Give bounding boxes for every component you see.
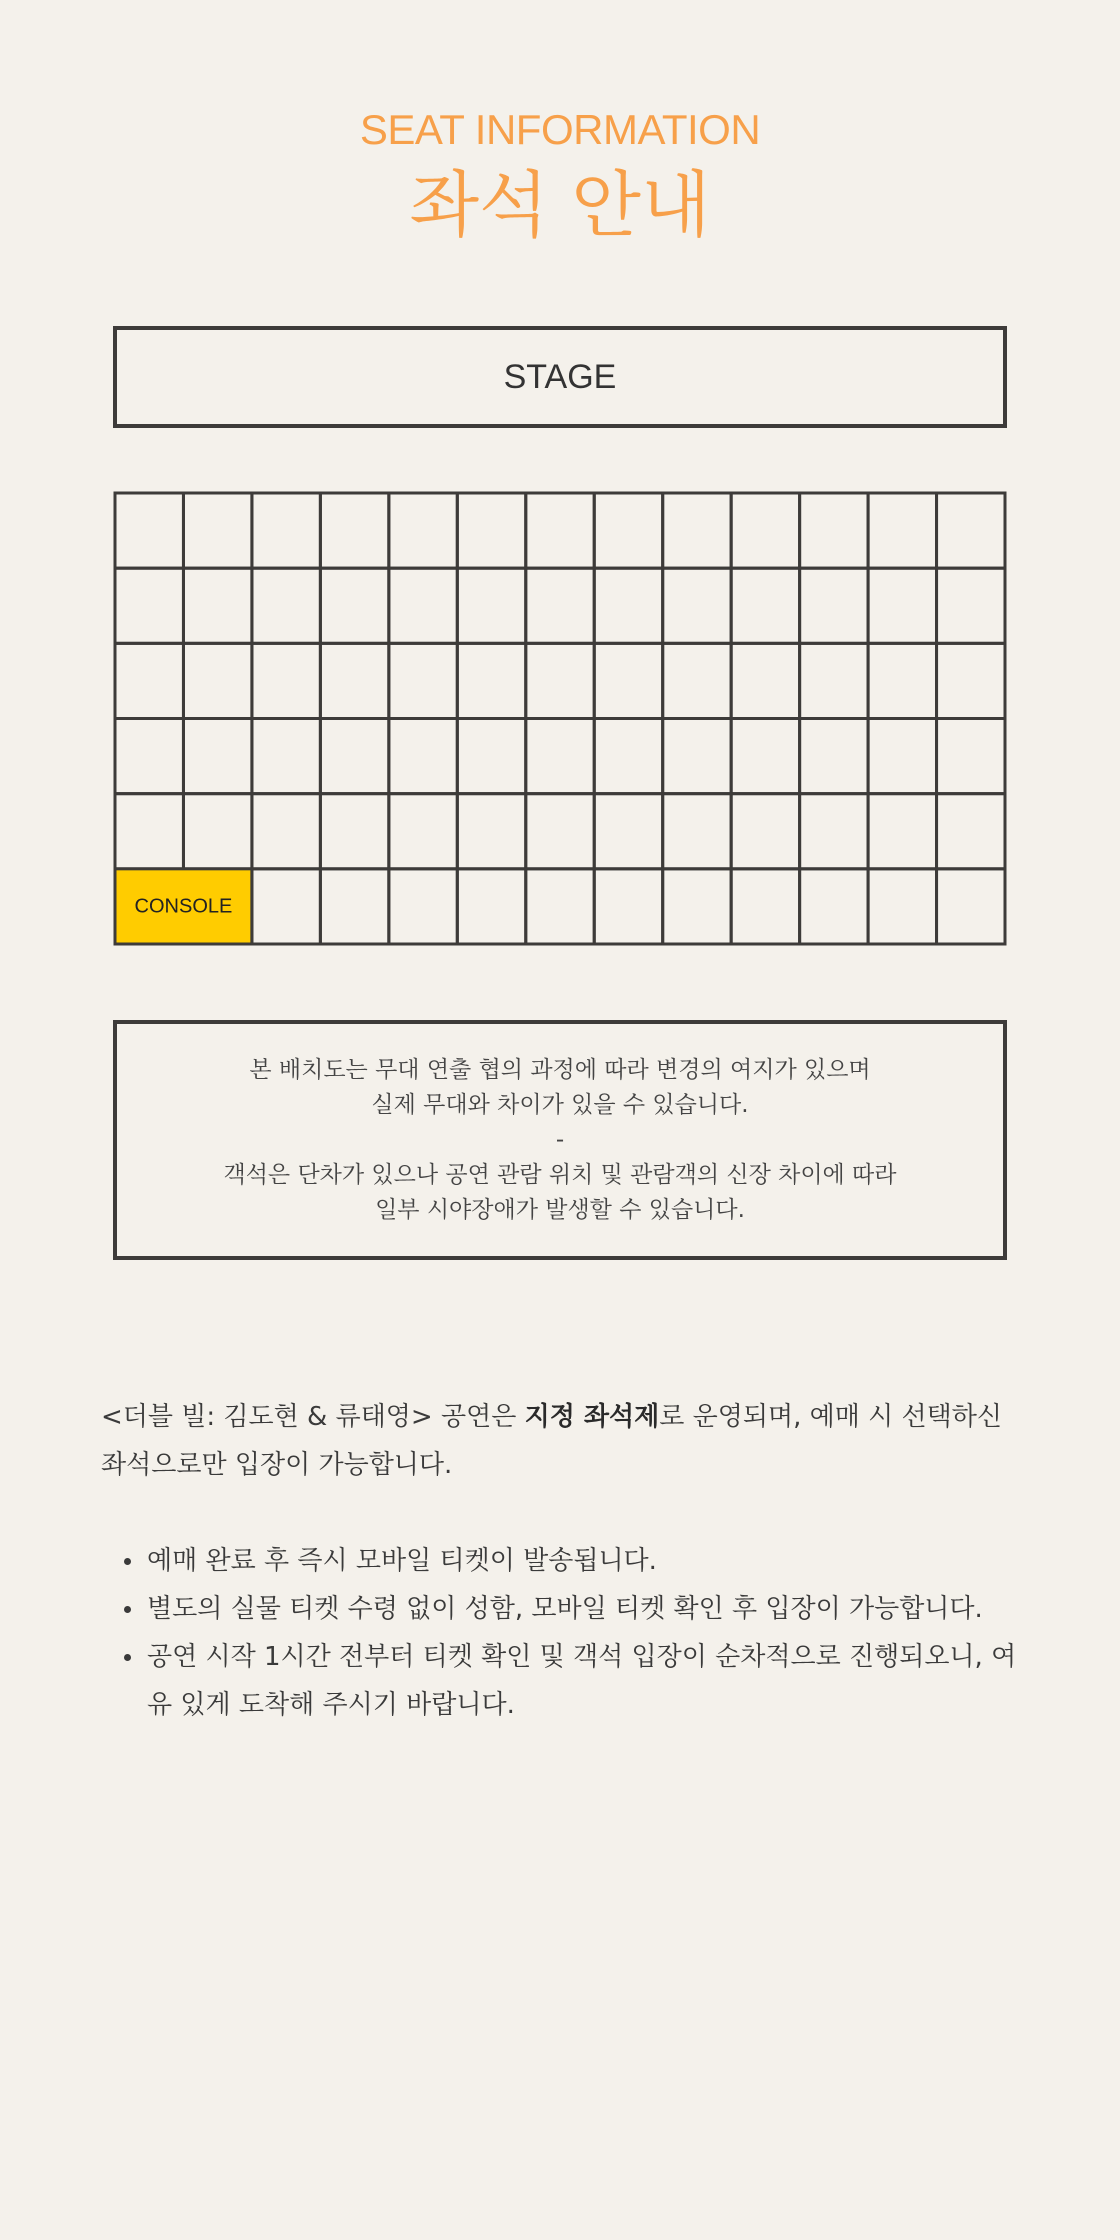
bullet-icon [124, 1654, 131, 1661]
notice-line-3: 객석은 단차가 있으나 공연 관람 위치 및 관람객의 신장 차이에 따라 [223, 1161, 897, 1188]
seat-cell [731, 794, 799, 869]
list-item [101, 1585, 1021, 1633]
seat-cell [526, 493, 594, 568]
seat-cell [937, 643, 1005, 718]
seat-cell [183, 493, 251, 568]
seat-cell [937, 568, 1005, 643]
seat-cell [800, 719, 868, 794]
seat-cell [183, 568, 251, 643]
seat-cell [800, 493, 868, 568]
seat-cell [937, 794, 1005, 869]
intro-prefix: <더블 빌: 김도현 & 류태영> 공연은 [101, 1402, 525, 1432]
seat-cell [526, 719, 594, 794]
seat-cell [389, 794, 457, 869]
seat-cell [320, 719, 388, 794]
seat-cell [457, 643, 525, 718]
list-item-text: 공연 시작 1시간 전부터 티켓 확인 및 객석 입장이 순차적으로 진행되오니, 여유 있게 도착해 주시기 바랍니다. [147, 1642, 1017, 1720]
intro-suffix: 로 운영되며, 예매 시 선택하신 좌석으로만 입장이 가능합니다. [101, 1402, 1002, 1480]
seat-cell [663, 568, 731, 643]
seat-notice-box [113, 1020, 1007, 1260]
seat-cell [663, 794, 731, 869]
seat-cell [457, 794, 525, 869]
stage-label: STAGE [503, 357, 617, 396]
stage-box [113, 326, 1007, 428]
seat-cell [115, 643, 183, 718]
seat-cell [115, 493, 183, 568]
seat-cell [594, 794, 662, 869]
notice-line-1: 본 배치도는 무대 연출 협의 과정에 따라 변경의 여지가 있으며 [249, 1056, 871, 1083]
seat-cell [800, 794, 868, 869]
seat-map [113, 491, 1007, 946]
seat-cell [252, 869, 320, 944]
intro-emphasis: 지정 좌석제 [524, 1402, 660, 1432]
seat-cell [389, 568, 457, 643]
bullet-icon [124, 1606, 131, 1613]
seat-cell [800, 869, 868, 944]
seat-cell [937, 869, 1005, 944]
seat-cell [868, 869, 936, 944]
seat-cell [731, 493, 799, 568]
seat-cell [868, 568, 936, 643]
section-eyebrow: SEAT INFORMATION [359, 106, 761, 153]
seat-cell [183, 643, 251, 718]
seat-cell [457, 493, 525, 568]
seat-cell [252, 568, 320, 643]
notice-separator: - [555, 1126, 565, 1153]
seat-cell [320, 568, 388, 643]
notice-line-2: 실제 무대와 차이가 있을 수 있습니다. [371, 1091, 749, 1118]
seat-cell [183, 794, 251, 869]
seat-cell [115, 794, 183, 869]
seat-cell [526, 643, 594, 718]
seat-cell [526, 794, 594, 869]
seat-cell [320, 869, 388, 944]
list-item-text: 예매 완료 후 즉시 모바일 티켓이 발송됩니다. [147, 1546, 657, 1576]
seat-cell [252, 493, 320, 568]
seat-cell [868, 719, 936, 794]
seat-cell [320, 643, 388, 718]
seat-cell [663, 643, 731, 718]
seat-cell [389, 643, 457, 718]
list-item [101, 1633, 1021, 1729]
seat-grid [113, 491, 1007, 946]
ticket-info-list [101, 1537, 1021, 1729]
seat-cell [594, 568, 662, 643]
seat-cell [526, 568, 594, 643]
console-label: CONSOLE [134, 895, 233, 918]
seat-cell [252, 719, 320, 794]
seat-cell [526, 869, 594, 944]
seat-cell [115, 568, 183, 643]
seat-cell [115, 719, 183, 794]
list-item [101, 1537, 1021, 1585]
seat-cell [389, 719, 457, 794]
seat-cell [320, 794, 388, 869]
page-title: 좌석 안내 [409, 163, 711, 247]
seat-cell [594, 869, 662, 944]
seat-cell [183, 719, 251, 794]
seat-cell [457, 719, 525, 794]
seat-cell [663, 493, 731, 568]
seat-cell [389, 869, 457, 944]
seat-cell [868, 794, 936, 869]
seat-cell [594, 719, 662, 794]
seat-cell [731, 719, 799, 794]
notice-line-4: 일부 시야장애가 발생할 수 있습니다. [375, 1196, 745, 1223]
list-item-text: 별도의 실물 티켓 수령 없이 성함, 모바일 티켓 확인 후 입장이 가능합니다. [147, 1594, 983, 1624]
seat-cell [594, 643, 662, 718]
seat-cell [731, 643, 799, 718]
seat-cell [594, 493, 662, 568]
seat-cell [457, 568, 525, 643]
seat-cell [663, 719, 731, 794]
seat-cell [800, 568, 868, 643]
seat-cell [868, 493, 936, 568]
seat-cell [457, 869, 525, 944]
bullet-icon [124, 1558, 131, 1565]
seat-cell [937, 719, 1005, 794]
seat-cell [868, 643, 936, 718]
seat-cell [800, 643, 868, 718]
seat-cell [731, 568, 799, 643]
seat-cell [320, 493, 388, 568]
seat-cell [389, 493, 457, 568]
seating-intro [101, 1393, 1021, 1489]
seat-cell [731, 869, 799, 944]
seat-cell [252, 794, 320, 869]
seat-cell [252, 643, 320, 718]
seat-cell [663, 869, 731, 944]
seat-cell [937, 493, 1005, 568]
